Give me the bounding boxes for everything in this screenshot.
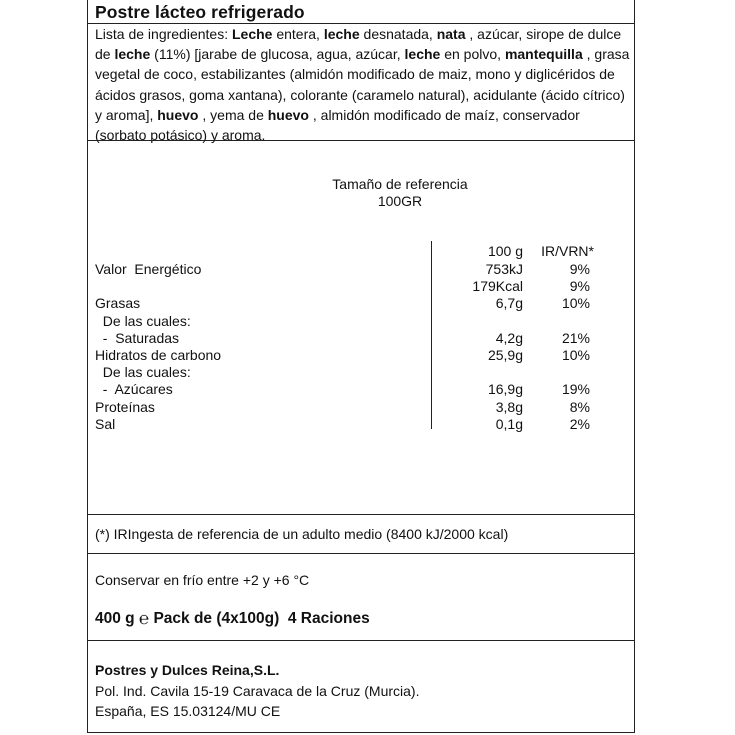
- nutrient-value-100g: 6,7g: [495, 295, 523, 312]
- ingredient-text: , grasa vegetal de coco, estabilizantes (almidón modificado de maiz, mono y diglicéridos de ácidos grasos, goma xantana), colorante (caramelo natural), acidulante (ácido cítrico) y aroma],: [95, 46, 630, 123]
- nutrient-ir-percent: 8%: [569, 398, 590, 415]
- nutrient-value-100g: 4,2g: [495, 329, 523, 346]
- nutrition-row: [95, 416, 635, 433]
- nutrient-ir-percent: 9%: [569, 278, 590, 295]
- allergen-text: leche: [323, 26, 360, 42]
- reference-size: 100GR: [377, 193, 423, 209]
- nutrient-value-100g: 753kJ: [485, 261, 523, 277]
- nutrient-label: - Azúcares: [95, 381, 173, 398]
- nutrient-ir-percent: 10%: [561, 347, 590, 363]
- nutrient-value-100g: 3,8g: [495, 398, 523, 415]
- nutrition-row: [95, 347, 635, 364]
- nutrient-value-100g: 16,9g: [487, 381, 523, 398]
- footnote: (*) IRIngesta de referencia de un adulto medio (8400 kJ/2000 kcal): [95, 526, 509, 542]
- nutrient-value-100g: 0,1g: [495, 415, 523, 432]
- estimated-sign-icon: ℮: [138, 609, 150, 628]
- ingredient-text: en polvo,: [440, 46, 505, 63]
- nutrient-value-100g: 179Kcal: [472, 278, 523, 295]
- allergen-text: leche: [114, 46, 151, 63]
- nutrient-label: Sal: [95, 415, 116, 432]
- nutrition-row: [95, 295, 635, 312]
- nutrient-label: Grasas: [95, 295, 141, 312]
- col-ir-header: IR/VRN*: [541, 243, 594, 259]
- nutrition-row: [95, 278, 635, 295]
- nutrient-label: Proteínas: [95, 398, 155, 415]
- nutrient-label: Valor Energético: [95, 261, 202, 277]
- nutrition-row: [95, 364, 635, 381]
- manufacturer-name: Postres y Dulces Reina,S.L.: [95, 662, 280, 678]
- pack-info: [95, 608, 370, 628]
- nutrition-row: [95, 261, 635, 278]
- ingredients-divider: [87, 140, 635, 141]
- allergen-text: huevo: [157, 106, 199, 123]
- nutrition-row: [95, 313, 635, 330]
- net-weight: 400 g: [95, 610, 135, 627]
- footnote-bottom-divider: [87, 553, 635, 554]
- nutrient-ir-percent: 9%: [569, 261, 590, 277]
- ingredient-text: desnatada,: [359, 26, 437, 42]
- nutrient-ir-percent: 2%: [569, 415, 590, 432]
- product-title: Postre lácteo refrigerado: [95, 2, 305, 22]
- ingredient-text: , yema de: [198, 106, 268, 123]
- allergen-text: huevo: [267, 106, 309, 123]
- nutrient-label: De las cuales:: [95, 364, 191, 381]
- storage-instructions: Conservar en frío entre +2 y +6 °C: [95, 572, 310, 588]
- nutrient-label: Hidratos de carbono: [95, 347, 222, 363]
- nutrient-label: - Saturadas: [95, 329, 180, 346]
- nutrient-value-100g: 25,9g: [487, 347, 523, 363]
- allergen-text: Leche: [231, 26, 273, 42]
- manufacturer-registry: España, ES 15.03124/MU CE: [95, 703, 281, 719]
- reference-label: Tamaño de referencia: [332, 176, 468, 192]
- nutrition-row: [95, 399, 635, 416]
- nutrient-ir-percent: 19%: [561, 381, 590, 398]
- ingredient-text: (11%) [jarabe de glucosa, agua, azúcar,: [150, 46, 405, 63]
- ingredients-list: [95, 24, 630, 145]
- nutrient-ir-percent: 10%: [561, 295, 590, 312]
- col-100g-header: 100 g: [487, 243, 523, 259]
- ingredient-text: , azúcar, sirope de dulce de: [95, 26, 622, 63]
- ingredients-text: [95, 26, 629, 143]
- footnote-top-divider: [87, 514, 635, 515]
- allergen-text: leche: [404, 46, 441, 63]
- nutrition-row: [95, 381, 635, 398]
- pack-description: Pack de (4x100g) 4 Raciones: [149, 610, 370, 627]
- nutrition-row: [95, 330, 635, 347]
- nutrient-ir-percent: 21%: [561, 329, 590, 346]
- nutrition-header-row: [95, 243, 635, 260]
- ingredients-prefix: Lista de ingredientes:: [95, 26, 232, 42]
- allergen-text: mantequilla: [504, 46, 583, 63]
- manufacturer-divider: [87, 640, 635, 641]
- ingredient-text: , almidón modificado de maíz, conservador (sorbato potásico) y aroma.: [95, 106, 580, 144]
- manufacturer-address: Pol. Ind. Cavila 15-19 Caravaca de la Cruz (Murcia).: [95, 683, 420, 699]
- ingredient-text: entera,: [272, 26, 324, 42]
- nutrient-label: De las cuales:: [95, 312, 191, 329]
- allergen-text: nata: [436, 26, 466, 42]
